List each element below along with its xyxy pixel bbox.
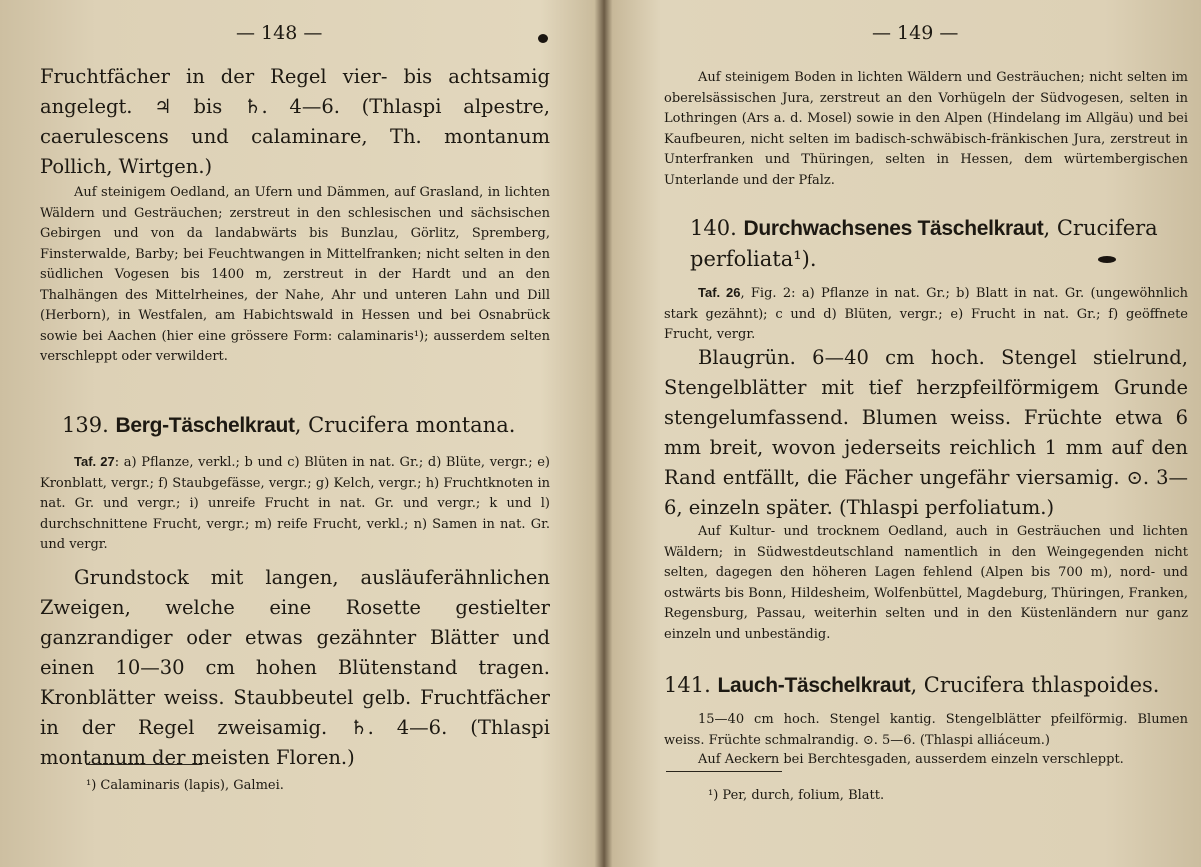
plate-label: Taf. 26 [698,285,741,300]
plate-label: Taf. 27 [74,454,115,469]
habitat-text: Auf Aeckern bei Berchtesgaden, ausserdem einzeln verschleppt. [698,752,1124,767]
entry-140-heading [690,213,1200,274]
species-name: Lauch-Täschelkraut [717,674,911,697]
footnote-rule [666,771,782,772]
plate-text: , Fig. 2: a) Pflanze in nat. Gr.; b) Blatt in nat. Gr. (ungewöhnlich stark gezähnt); c und d) Blüten, vergr.; e) Frucht in nat. Gr.; f) geöffnete Frucht, vergr. [664,286,1189,342]
page-number: — 148 — [236,22,323,44]
species-latin: , Crucifera perfoliata¹). [690,216,1158,271]
footnote-rule [86,764,202,765]
plate-text: : a) Pflanze, verkl.; b und c) Blüten in nat. Gr.; d) Blüte, vergr.; e) Kronblatt, vergr.; f) Staubgefässe, vergr.; g) Kelch, vergr.; h) Fruchtknoten in nat. Gr. und vergr.; i) unreife Frucht in nat. Gr. und vergr.; k und l) durchschnittene Frucht, vergr.; m) reife Frucht, verkl.; n) Samen in nat. Gr. und vergr. [40,455,550,552]
footnote: ¹) Per, durch, folium, Blatt. [708,788,885,803]
species-name: Durchwachsenes Täschelkraut [743,217,1044,240]
species-description: 15—40 cm hoch. Stengel kantig. Stengelblätter pfeilförmig. Blumen weiss. Früchte schmalrandig. ⊙. 5—6. (Thlaspi alliáceum.) [664,712,1188,748]
entry-number: 140. [690,216,737,240]
plate-reference [664,283,1188,346]
species-latin: , Crucifera montana. [294,413,516,437]
habitat-text: Auf steinigem Oedland, an Ufern und Dämmen, auf Grasland, in lichten Wäldern und Gesträuchen; zerstreut in den schlesischen und sächsischen Gebirgen und von da landabwärts bis Bunzlau, Görlitz, Spremberg, Finsterwalde, Barby; bei Feuchtwangen in Mittelfranken; nicht selten in den südlichen Vogesen bis 1400 m, zerstreut in der Hardt und an den Thalhängen des Mittelrheines, der Nahe, Ahr und unteren Lahn und Dill (Herborn), in Westfalen, am Habichtswald in Hessen und bei Osnabrück sowie bei Aachen (hier eine grössere Form: calaminaris¹); ausserdem selten verschleppt oder verwildert. [40,185,550,364]
species-name: Berg-Täschelkraut [115,414,295,437]
entry-number: 141. [664,673,711,697]
continuation-text: Fruchtfächer in der Regel vier- bis achtsamig angelegt. ♃ bis ♄. 4—6. (Thlaspi alpestre, caerulescens und calaminare, Th. montanum Pollich, Wirtgen.) [40,65,550,178]
entry-139-heading [62,410,562,441]
habitat-text: Auf Kultur- und trocknem Oedland, auch in Gesträuchen und lichten Wäldern; in Südwestdeutschland namentlich in den Weingegenden nicht selten, dagegen den höheren Lagen fehlend (Alpen bis 700 m), nord- und ostwärts bis Bonn, Hildesheim, Wolfenbüttel, Magdeburg, Thüringen, Franken, Regensburg, Passau, weiterhin selten und in den Küstenländern nur ganz einzeln und unbeständig. [664,524,1188,642]
page-number: — 149 — [872,22,959,44]
ink-spot [538,34,548,43]
species-description: Blaugrün. 6—40 cm hoch. Stengel stielrund, Stengelblätter mit tief herzpfeilförmigem Grunde stengelumfassend. Blumen weiss. Früchte etwa 6 mm breit, wovon jederseits reichlich 1 mm auf den Rand entfällt, die Fächer ungefähr viersamig. ⊙. 3—6, einzeln später. (Thlaspi perfoliatum.) [664,346,1188,519]
plate-reference [40,452,550,556]
entry-number: 139. [62,413,109,437]
footnote: ¹) Calaminaris (lapis), Galmei. [86,778,284,793]
species-description: Grundstock mit langen, ausläuferähnlichen Zweigen, welche eine Rosette gestielter ganzrandiger oder etwas gezähnter Blätter und einen 10—30 cm hohen Blütenstand tragen. Kronblätter weiss. Staubbeutel gelb. Fruchtfächer in der Regel zweisamig. ♄. 4—6. (Thlaspi montanum der meisten Floren.) [40,566,550,769]
entry-141-heading [664,670,1194,701]
right-page [606,0,1201,867]
ink-spot [1098,256,1116,263]
species-latin: , Crucifera thlaspoides. [910,673,1160,697]
habitat-text: Auf steinigem Boden in lichten Wäldern und Gesträuchen; nicht selten im oberelsässischen Jura, zerstreut an den Vorhügeln der Südvogesen, selten in Lothringen (Ars a. d. Mosel) sowie in den Alpen (Hindelang im Allgäu) und bei Kaufbeuren, nicht selten im badisch-schwäbisch-fränkischen Jura, zerstreut in Unterfranken und Thüringen, selten in Hessen, dem würtembergischen Unterlande und der Pfalz. [664,70,1188,188]
